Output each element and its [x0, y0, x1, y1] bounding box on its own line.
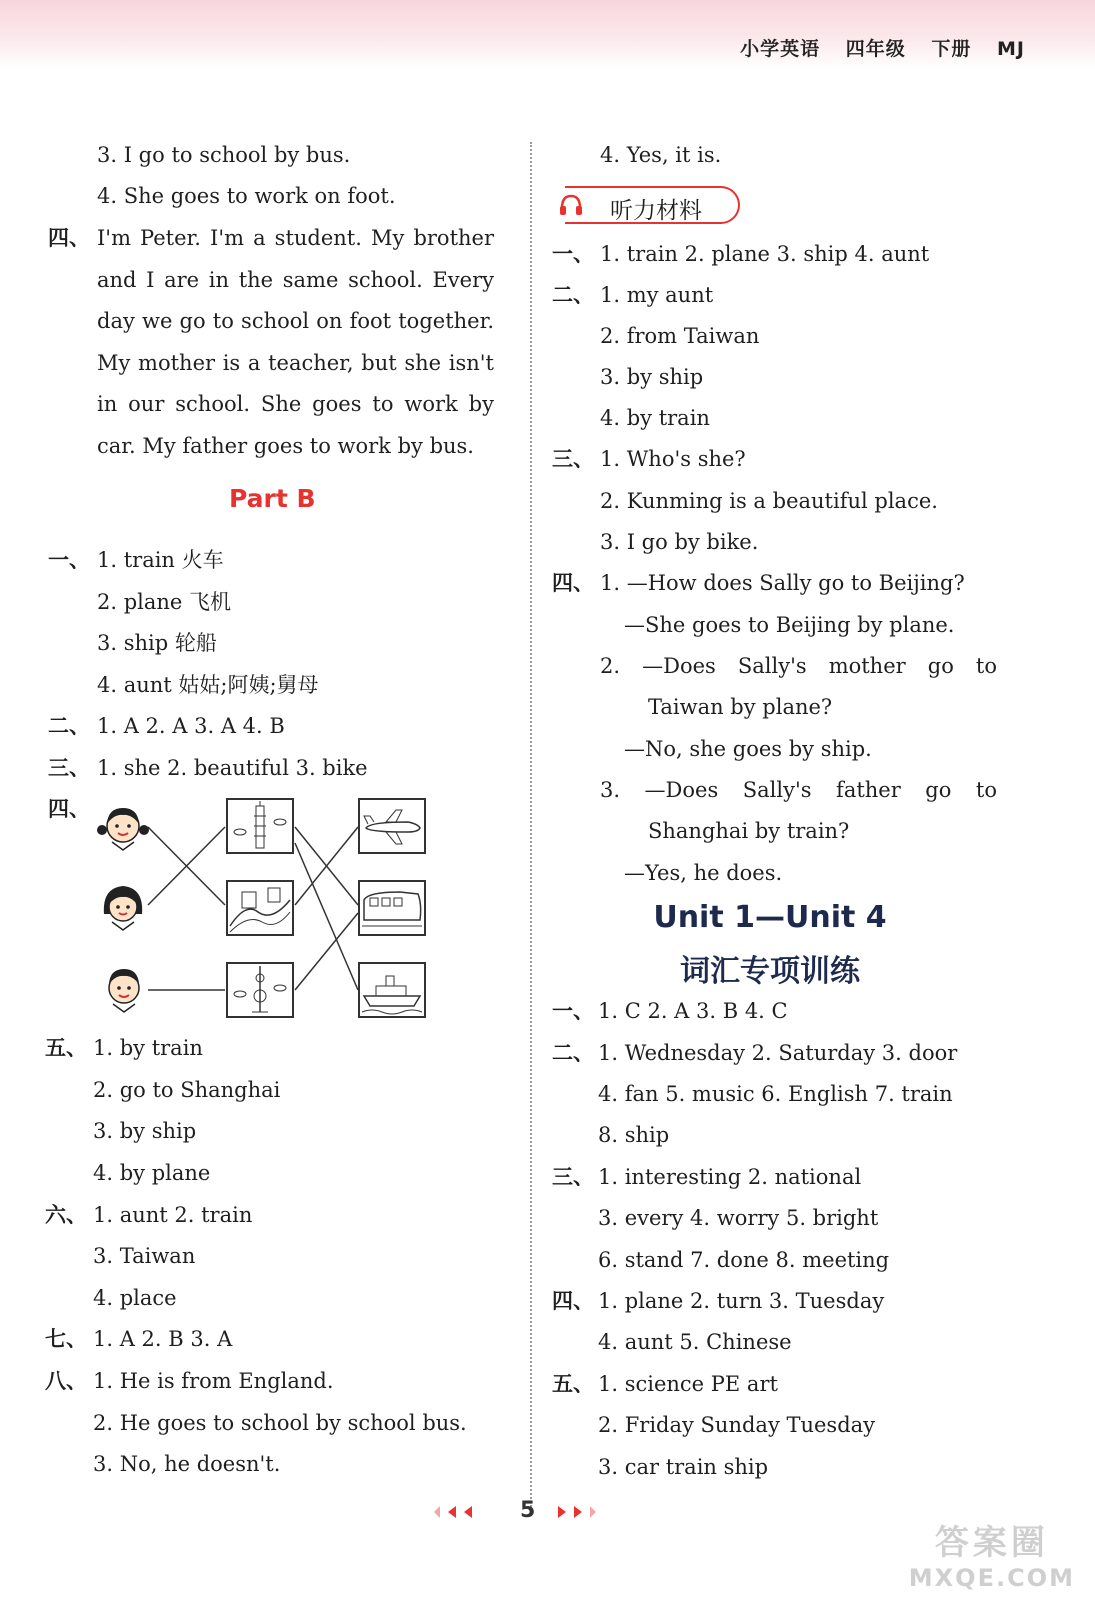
answer-line: 6. stand 7. done 8. meeting — [598, 1248, 890, 1272]
next-arrows-icon — [556, 1504, 612, 1520]
answer-line: 1. by train — [93, 1036, 203, 1060]
answer-line: 1. interesting 2. national — [598, 1165, 862, 1189]
dialogue-line: —She goes to Beijing by plane. — [624, 613, 955, 637]
section-marker: 三、 — [48, 756, 90, 780]
answer-line: 2. Kunming is a beautiful place. — [600, 489, 938, 513]
answer-line: 1. she 2. beautiful 3. bike — [97, 756, 368, 780]
answer-line: 1. C 2. A 3. B 4. C — [598, 999, 788, 1023]
section-marker: 五、 — [45, 1036, 87, 1060]
answer-line: 1. plane 2. turn 3. Tuesday — [598, 1289, 885, 1313]
watermark — [909, 1515, 1075, 1592]
answer-line: 3. by ship — [93, 1119, 197, 1143]
page-number: 5 — [520, 1498, 536, 1523]
section-marker: 二、 — [552, 283, 594, 307]
watermark-logo: 答案圈 — [934, 1523, 1049, 1563]
dialogue-line: 2. —Does Sally's mother go to — [600, 654, 997, 678]
section-marker: 一、 — [48, 548, 90, 572]
answer-line: 1. A 2. B 3. A — [93, 1327, 233, 1351]
airplane-icon — [358, 798, 426, 854]
answer-line: 3. I go by bike. — [600, 530, 759, 554]
answer-line: 1. He is from England. — [93, 1369, 334, 1393]
great-wall-icon — [226, 880, 294, 936]
passage-line: and I are in the same school. Every — [97, 268, 494, 292]
header-info — [722, 34, 1025, 61]
passage-line: in our school. She goes to work by — [97, 392, 494, 416]
answer-line: 3. ship 轮船 — [97, 631, 217, 655]
answer-line: 4. place — [93, 1286, 177, 1310]
header-subject: 小学英语 — [740, 38, 821, 60]
section-marker: 六、 — [45, 1203, 87, 1227]
section-marker: 四、 — [48, 226, 90, 250]
answer-line: 3. Taiwan — [93, 1244, 196, 1268]
answer-line: 1. aunt 2. train — [93, 1203, 253, 1227]
train-icon — [358, 880, 426, 936]
header-edition: MJ — [997, 38, 1025, 60]
dialogue-line: —Yes, he does. — [624, 861, 783, 885]
ship-icon — [358, 962, 426, 1018]
answer-line: 2. plane 飞机 — [97, 590, 232, 614]
boy-icon — [98, 962, 150, 1018]
girl-pigtails-icon — [94, 800, 152, 856]
answer-line: 2. He goes to school by school bus. — [93, 1411, 467, 1435]
answer-line: 1. science PE art — [598, 1372, 778, 1396]
headphones-icon — [558, 192, 584, 218]
girl-short-hair-icon — [96, 880, 150, 936]
part-b-title: Part B — [229, 484, 316, 513]
dialogue-line: Shanghai by train? — [648, 819, 850, 843]
section-marker: 四、 — [48, 797, 90, 821]
section-marker: 八、 — [45, 1369, 87, 1393]
answer-line: 3. by ship — [600, 365, 704, 389]
answer-line: 4. by plane — [93, 1161, 211, 1185]
section-marker: 三、 — [552, 447, 594, 471]
answer-line: 1. Wednesday 2. Saturday 3. door — [598, 1041, 958, 1065]
passage-line: car. My father goes to work by bus. — [97, 434, 474, 458]
dialogue-line: 1. —How does Sally go to Beijing? — [600, 571, 965, 595]
dialogue-line: Taiwan by plane? — [648, 695, 833, 719]
dialogue-line: 3. —Does Sally's father go to — [600, 778, 997, 802]
answer-line: 4. Yes, it is. — [600, 143, 722, 167]
answer-line: 3. car train ship — [598, 1455, 769, 1479]
watermark-url: MXQE.COM — [908, 1564, 1075, 1592]
section-marker: 一、 — [552, 999, 594, 1023]
passage-line: I'm Peter. I'm a student. My brother — [97, 226, 494, 250]
section-marker: 五、 — [552, 1372, 594, 1396]
answer-line: 3. I go to school by bus. — [97, 143, 351, 167]
header-grade: 四年级 — [845, 38, 906, 60]
passage-line: day we go to school on foot together. — [97, 309, 494, 333]
unit-title: Unit 1—Unit 4 — [653, 900, 887, 935]
section-marker: 三、 — [552, 1165, 594, 1189]
passage-line: My mother is a teacher, but she isn't — [97, 351, 494, 375]
answer-line: 1. train 火车 — [97, 548, 224, 572]
answer-line: 8. ship — [598, 1123, 670, 1147]
answer-line: 4. She goes to work on foot. — [97, 184, 396, 208]
tv-tower-icon — [226, 962, 294, 1018]
answer-line: 2. Friday Sunday Tuesday — [598, 1413, 876, 1437]
section-marker: 七、 — [45, 1327, 87, 1351]
answer-line: 3. No, he doesn't. — [93, 1452, 281, 1476]
section-marker: 二、 — [48, 714, 90, 738]
answer-line: 2. go to Shanghai — [93, 1078, 281, 1102]
taipei-101-icon — [226, 798, 294, 854]
answer-line: 3. every 4. worry 5. bright — [598, 1206, 879, 1230]
answer-line: 4. by train — [600, 406, 710, 430]
section-marker: 二、 — [552, 1041, 594, 1065]
answer-line: 4. aunt 5. Chinese — [598, 1330, 792, 1354]
answer-line: 2. from Taiwan — [600, 324, 760, 348]
answer-line: 4. aunt 姑姑;阿姨;舅母 — [97, 673, 319, 697]
answer-line: 4. fan 5. music 6. English 7. train — [598, 1082, 953, 1106]
section-marker: 一、 — [552, 242, 594, 266]
header-term: 下册 — [931, 38, 972, 60]
answer-line: 1. train 2. plane 3. ship 4. aunt — [600, 242, 930, 266]
section-marker: 四、 — [552, 1289, 594, 1313]
unit-subtitle: 词汇专项训练 — [680, 954, 860, 989]
section-marker: 四、 — [552, 571, 594, 595]
column-divider — [530, 142, 532, 1514]
answer-line: 1. my aunt — [600, 283, 714, 307]
dialogue-line: —No, she goes by ship. — [624, 737, 872, 761]
answer-line: 1. Who's she? — [600, 447, 746, 471]
match-line — [295, 913, 358, 990]
listening-label: 听力材料 — [610, 198, 702, 224]
prev-arrows-icon — [432, 1504, 488, 1520]
answer-line: 1. A 2. A 3. A 4. B — [97, 714, 285, 738]
